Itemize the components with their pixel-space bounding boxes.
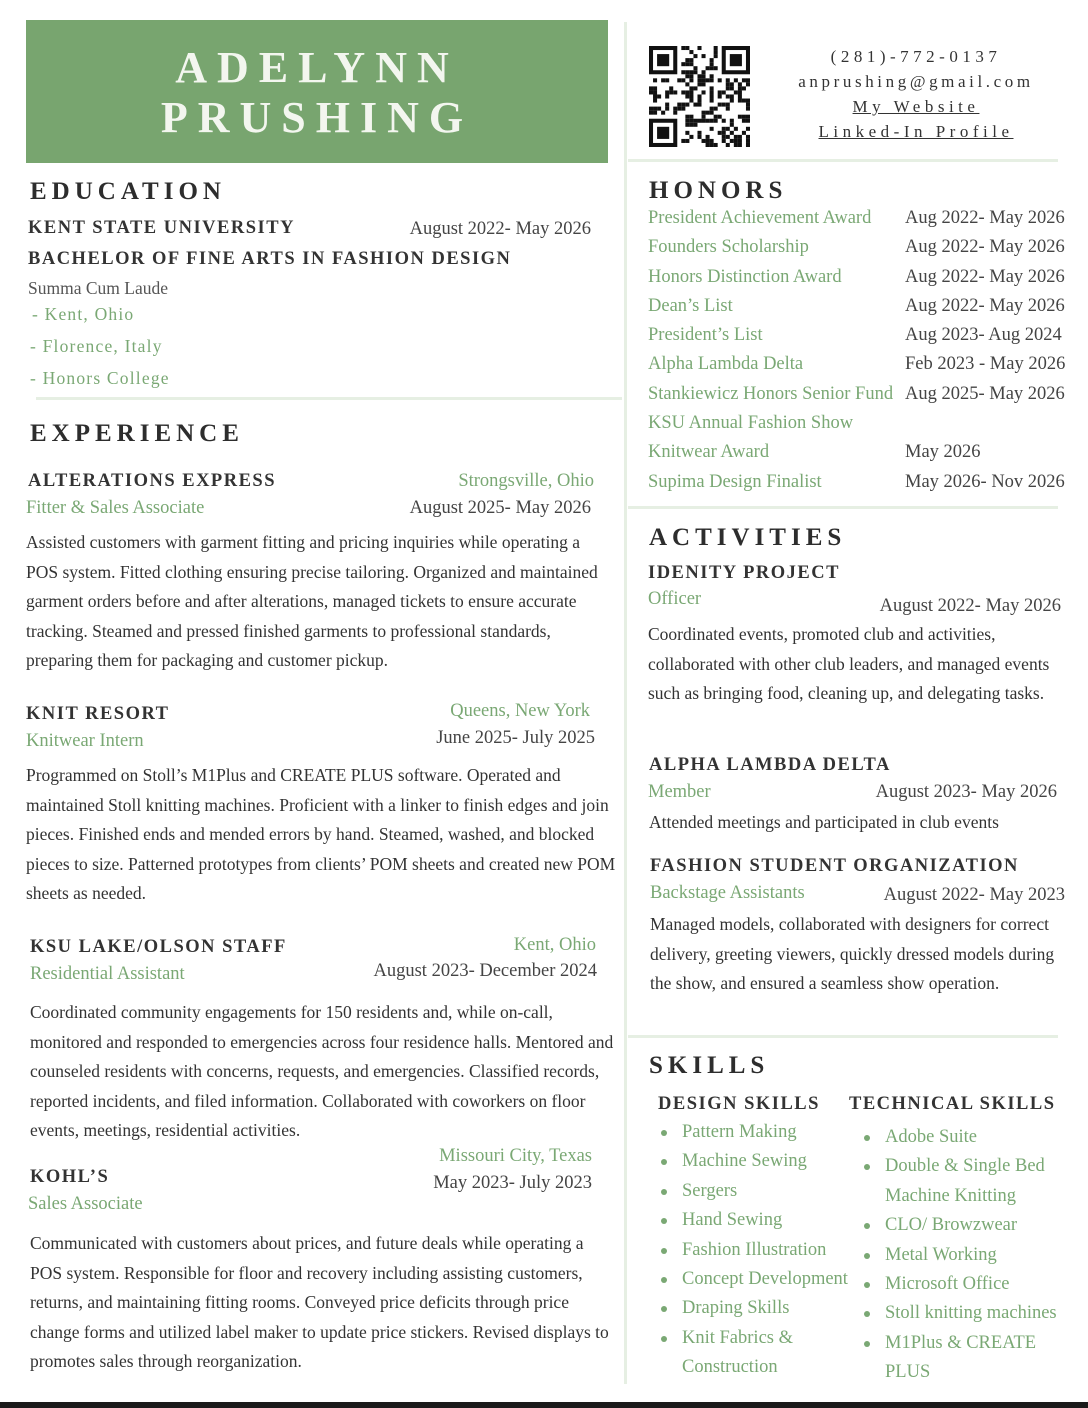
honor-name: Knitwear Award — [648, 442, 770, 463]
skill-item: Double & Single Bed Machine Knitting — [861, 1152, 1051, 1211]
job-role: Residential Assistant — [30, 964, 185, 984]
honor-dates: Aug 2022- May 2026 — [905, 295, 1065, 316]
job-location: Strongsville, Ohio — [458, 471, 594, 491]
education-location-florence: - Florence, Italy — [30, 336, 163, 356]
skill-item: Metal Working — [861, 1241, 1061, 1270]
technical-skills-title: TECHNICAL SKILLS — [849, 1094, 1056, 1114]
honor-row — [648, 325, 1078, 354]
honor-dates: Aug 2022- May 2026 — [905, 208, 1065, 228]
skill-item: Pattern Making — [658, 1118, 858, 1147]
activity-dates: August 2023- May 2026 — [875, 782, 1057, 802]
skill-item: Adobe Suite — [861, 1123, 1061, 1152]
honor-dates: Aug 2022- May 2026 — [905, 266, 1065, 287]
skill-item: Fashion Illustration — [658, 1236, 858, 1265]
honor-name: KSU Annual Fashion Show — [648, 413, 854, 434]
honor-row — [648, 296, 1078, 325]
skill-item: Draping Skills — [658, 1294, 858, 1323]
job-dates: August 2025- May 2026 — [409, 498, 591, 518]
design-skills-list — [658, 1118, 858, 1383]
activity-role: Member — [648, 782, 711, 802]
activity-role: Backstage Assistants — [650, 883, 805, 903]
job-role: Sales Associate — [28, 1194, 143, 1214]
education-school: KENT STATE UNIVERSITY — [28, 218, 295, 238]
education-title: EDUCATION — [30, 178, 226, 205]
activity-org: IDENITY PROJECT — [648, 563, 840, 583]
honor-row — [648, 413, 1078, 442]
honor-dates: Aug 2023- Aug 2024 — [905, 325, 1062, 346]
honor-row — [648, 472, 1078, 501]
honor-dates: Feb 2023 - May 2026 — [905, 354, 1066, 375]
skill-item: M1Plus & CREATE PLUS — [861, 1329, 1051, 1388]
education-honor: Summa Cum Laude — [28, 278, 168, 298]
job-dates: May 2023- July 2023 — [433, 1173, 592, 1193]
job-location: Missouri City, Texas — [439, 1146, 592, 1166]
activity-dates: August 2022- May 2026 — [879, 596, 1061, 616]
divider-activities — [628, 1035, 1058, 1038]
linkedin-link-label[interactable]: Linked-In Profile — [818, 122, 1014, 141]
job-company: KOHL’S — [30, 1167, 110, 1187]
honor-name: Alpha Lambda Delta — [648, 354, 804, 375]
skill-item: Hand Sewing — [658, 1206, 858, 1235]
job-description: Coordinated community engagements for 150 residents and, while on-call, monitored and responded to emergencies across four residence halls. Mentored and counseled residents with concerns, requests, and emergencies. Classified records, reported incidents, and filed information. Collaborated with coworkers on floor events, meetings, residential activities. — [30, 1002, 614, 1140]
honor-name: Honors Distinction Award — [648, 266, 842, 287]
skill-item: Stoll knitting machines — [861, 1299, 1061, 1328]
page-bottom-edge — [0, 1402, 1088, 1408]
job-dates: August 2023- December 2024 — [373, 961, 597, 981]
honor-dates: May 2026 — [905, 442, 981, 463]
job-role: Knitwear Intern — [26, 731, 144, 751]
job-company: KNIT RESORT — [26, 704, 170, 724]
qr-code-icon — [649, 46, 750, 147]
honor-name: Stankiewicz Honors Senior Fund — [648, 383, 894, 404]
job-location: Queens, New York — [450, 701, 590, 721]
job-company: ALTERATIONS EXPRESS — [28, 471, 277, 491]
activity-description: Attended meetings and participated in club events — [649, 812, 999, 832]
job-description: Programmed on Stoll’s M1Plus and CREATE PLUS software. Operated and maintained Stoll knitting machines. Proficient with a linker to finish edges and join pieces. Finished ends and mended errors by hand. Steamed, washed, and blocked pieces to size. Patterned prototypes from clients’ POM sheets and created new POM sheets as needed. — [26, 765, 616, 903]
website-link-label[interactable]: My Website — [852, 97, 980, 116]
education-degree: BACHELOR OF FINE ARTS IN FASHION DESIGN — [28, 249, 512, 269]
honor-row — [648, 208, 1078, 237]
skill-item: Sergers — [658, 1177, 858, 1206]
first-name: ADELYNN — [175, 43, 459, 92]
contact-email[interactable]: anprushing@gmail.com — [798, 72, 1034, 91]
job-description: Communicated with customers about prices, and future deals while operating a POS system. Responsible for floor and recovery including assisting customers, returns, and maintaining fitting rooms. Conveyed price deficits through price change forms and utilized label maker to update price stickers. Revised displays to promotes sales through reorganization. — [30, 1233, 609, 1371]
activity-role: Officer — [648, 589, 702, 609]
linkedin-link[interactable] — [766, 122, 1066, 142]
name-banner — [26, 20, 608, 163]
job-role: Fitter & Sales Associate — [26, 498, 205, 518]
website-link[interactable] — [766, 97, 1066, 117]
honor-row — [648, 237, 1078, 266]
honor-row — [648, 384, 1078, 413]
skill-item: CLO/ Browzwear — [861, 1211, 1061, 1240]
activity-description: Coordinated events, promoted club and activities, collaborated with other club leaders, and managed events such as bringing food, cleaning up, and delegating tasks. — [648, 624, 1050, 703]
honor-row — [648, 354, 1078, 383]
honor-row — [648, 442, 1078, 471]
education-honors-college: - Honors College — [30, 368, 170, 388]
skills-title: SKILLS — [649, 1052, 770, 1079]
skill-item: Microsoft Office — [861, 1270, 1061, 1299]
job-dates: June 2025- July 2025 — [436, 728, 595, 748]
skill-item: Concept Development — [658, 1265, 858, 1294]
divider-contact — [628, 159, 1058, 162]
activity-org: FASHION STUDENT ORGANIZATION — [650, 856, 1019, 876]
last-name: PRUSHING — [160, 93, 474, 142]
column-divider — [624, 22, 627, 1384]
honor-dates: Aug 2022- May 2026 — [905, 237, 1065, 258]
activity-org: ALPHA LAMBDA DELTA — [649, 755, 891, 775]
skill-item: Knit Fabrics & Construction — [658, 1324, 798, 1383]
activity-description: Managed models, collaborated with designers for correct delivery, greeting viewers, quickly dressed models during the show, and ensured a seamless show operation. — [650, 914, 1055, 993]
education-location-kent: - Kent, Ohio — [32, 304, 135, 324]
honor-name: President’s List — [648, 325, 763, 346]
activities-title: ACTIVITIES — [649, 524, 847, 551]
honors-list — [648, 208, 1078, 501]
education-dates: August 2022- May 2026 — [409, 219, 591, 239]
honor-row — [648, 267, 1078, 296]
honor-name: President Achievement Award — [648, 208, 872, 228]
design-skills-title: DESIGN SKILLS — [658, 1094, 820, 1114]
skill-item: Machine Sewing — [658, 1147, 858, 1176]
contact-phone: (281)-772-0137 — [830, 47, 1002, 66]
honor-name: Dean’s List — [648, 295, 733, 316]
divider-honors — [628, 506, 1058, 509]
honor-name: Founders Scholarship — [648, 237, 809, 258]
honor-name: Supima Design Finalist — [648, 471, 822, 492]
honors-title: HONORS — [649, 177, 788, 204]
experience-title: EXPERIENCE — [30, 420, 244, 447]
job-description: Assisted customers with garment fitting and pricing inquiries while operating a POS system. Fitted clothing ensuring precise tailoring. Organized and maintained garment orders before and after alterations, managed tickets to ensure accurate tracking. Steamed and pressed finished garments to professional standards, preparing them for packaging and customer pickup. — [26, 532, 598, 670]
honor-dates: Aug 2025- May 2026 — [905, 383, 1065, 404]
honor-dates: May 2026- Nov 2026 — [905, 471, 1065, 492]
job-company: KSU LAKE/OLSON STAFF — [30, 937, 287, 957]
activity-dates: August 2022- May 2023 — [883, 885, 1065, 905]
divider-education — [36, 397, 622, 400]
job-location: Kent, Ohio — [513, 935, 596, 955]
technical-skills-list — [861, 1123, 1061, 1388]
